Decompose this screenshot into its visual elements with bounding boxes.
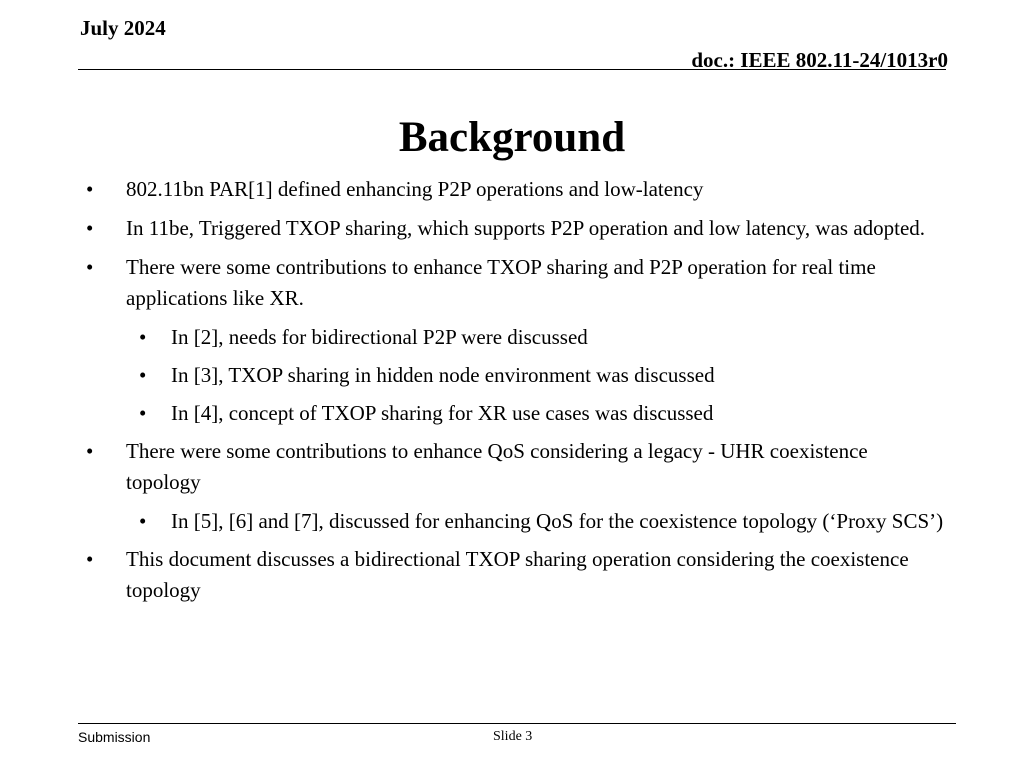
sub-bullet-item	[86, 506, 946, 537]
bullet-item	[86, 436, 946, 498]
bullet-marker: •	[86, 216, 94, 240]
footer-slide-number: Slide 3	[493, 729, 533, 744]
sub-bullet-item	[86, 322, 946, 353]
bullet-marker: •	[86, 439, 94, 463]
header-date: July 2024	[80, 16, 166, 40]
header-doc-id: doc.: IEEE 802.11-24/1013r0	[691, 48, 948, 72]
slide-title: Background	[398, 114, 626, 161]
bullet-marker: •	[139, 401, 147, 425]
bullet-marker: •	[86, 547, 94, 571]
bullet-marker: •	[139, 363, 147, 387]
bullet-list	[86, 174, 946, 614]
bullet-text: In [4], concept of TXOP sharing for XR use cases was discussed	[171, 401, 714, 425]
bullet-marker: •	[86, 177, 94, 201]
bullet-text: In [2], needs for bidirectional P2P were discussed	[171, 325, 588, 349]
footer-submission: Submission	[78, 729, 151, 745]
sub-bullet-item	[86, 398, 946, 429]
bullet-marker: •	[86, 255, 94, 279]
bullet-item	[86, 544, 946, 606]
bullet-text: There were some contributions to enhance TXOP sharing and P2P operation for real time applications like XR.	[126, 255, 876, 310]
footer-divider	[78, 723, 956, 724]
bullet-marker: •	[139, 325, 147, 349]
bullet-text: In [5], [6] and [7], discussed for enhancing QoS for the coexistence topology (‘Proxy SCS’)	[171, 509, 944, 533]
bullet-item	[86, 213, 946, 244]
bullet-item	[86, 252, 946, 314]
bullet-text: This document discusses a bidirectional TXOP sharing operation considering the coexistence topology	[126, 547, 909, 602]
sub-bullet-item	[86, 360, 946, 391]
bullet-text: In [3], TXOP sharing in hidden node environment was discussed	[171, 363, 715, 387]
bullet-text: In 11be, Triggered TXOP sharing, which supports P2P operation and low latency, was adopted.	[126, 216, 926, 240]
bullet-text: 802.11bn PAR[1] defined enhancing P2P operations and low-latency	[126, 177, 704, 201]
bullet-item	[86, 174, 946, 205]
header-divider	[78, 69, 946, 70]
bullet-marker: •	[139, 509, 147, 533]
bullet-text: There were some contributions to enhance QoS considering a legacy - UHR coexistence topology	[126, 439, 868, 494]
